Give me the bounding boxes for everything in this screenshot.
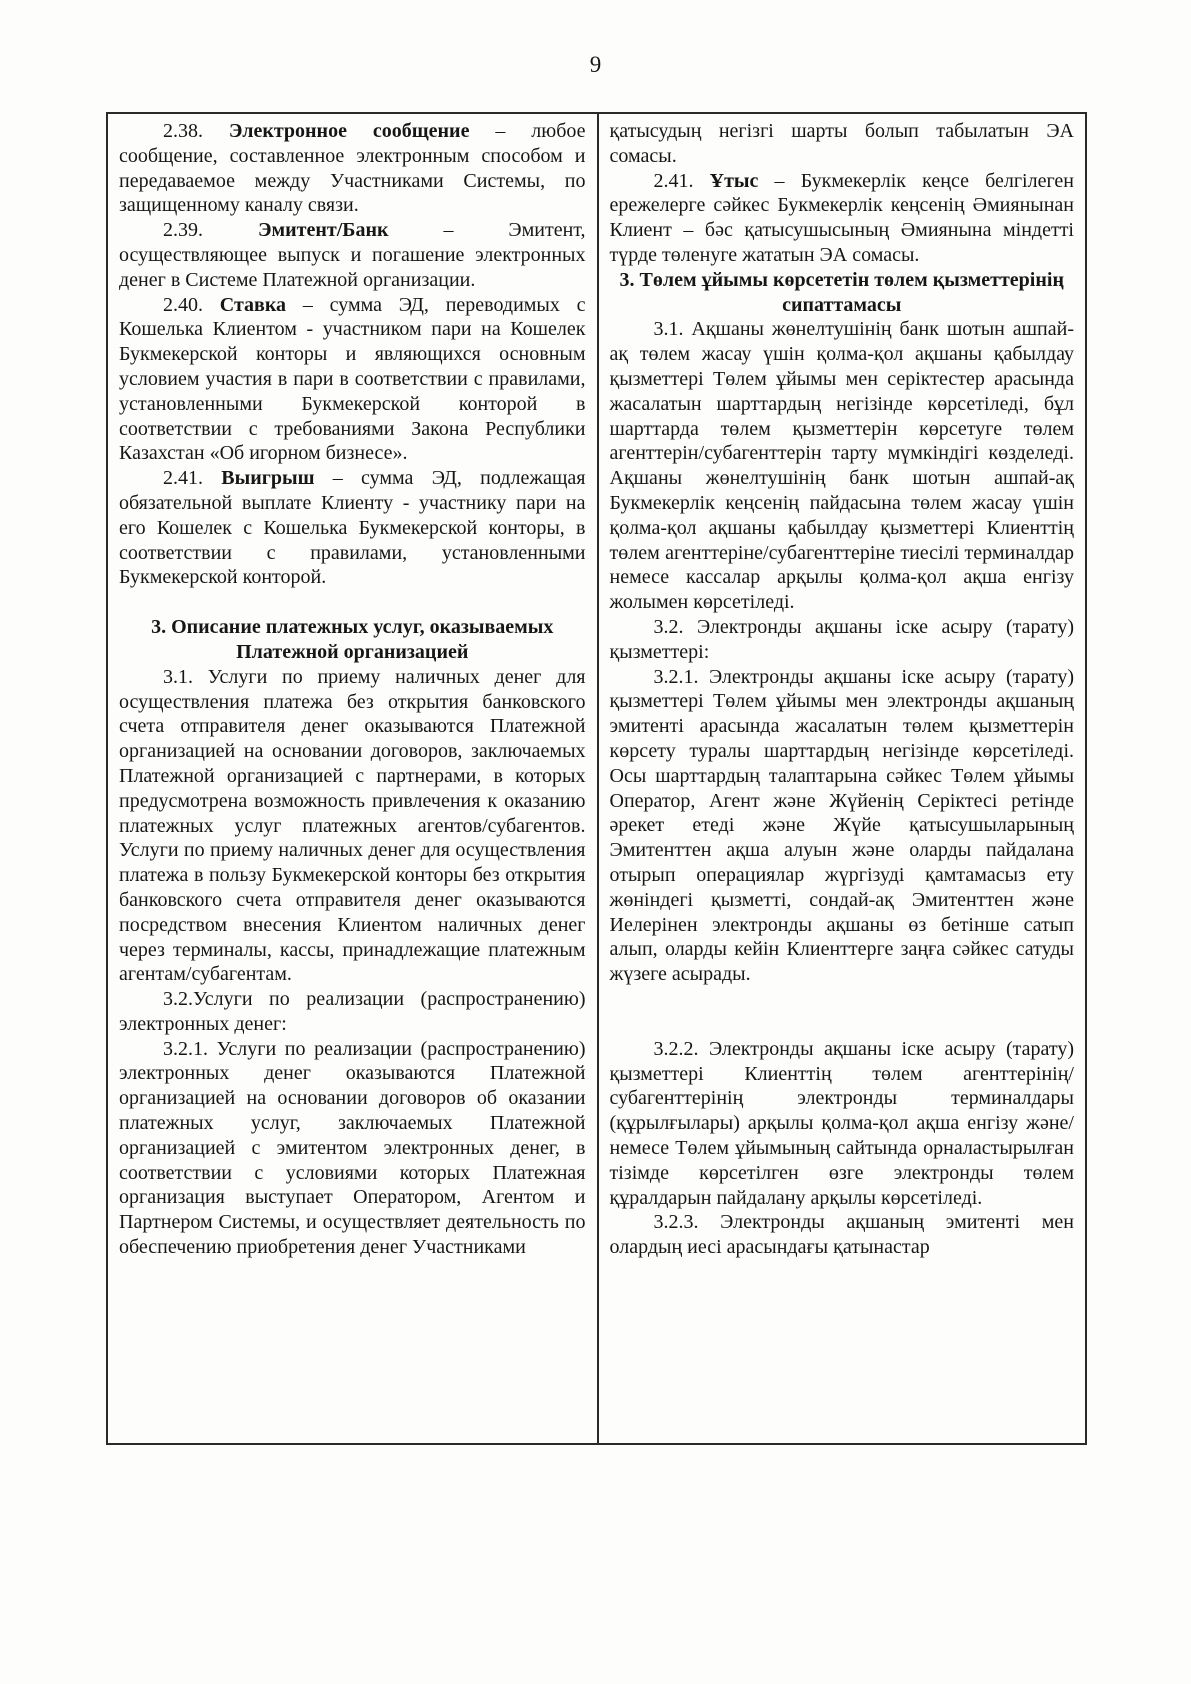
paragraph xyxy=(119,119,586,218)
text-run: 2.38. xyxy=(163,120,229,142)
text-run: 3.2.2. Электронды ақшаны іске асыру (тарату) қызметтері Клиенттің төлем агенттерінің/субагенттерінің электронды терминалдары (құрылғылары) арқылы қолма-қол ақша енгізу және/немесе Төлем ұйымының сайтында орналастырылған тізімде көрсетілген өзге электронды төлем құралдарын пайдалану арқылы көрсетіледі. xyxy=(609,1037,1074,1209)
text-run: 3.2. Электронды ақшаны іске асыру (тарату) қызметтері: xyxy=(609,615,1074,663)
text-run: 3.2.3. Электронды ақшаның эмитенті мен олардың иесі арасындағы қатынастар xyxy=(609,1211,1074,1259)
text-run: 3.1. Ақшаны жөнелтушінің банк шотын ашпай-ақ төлем жасау үшін қолма-қол ақшаны қабылдау қызметтері Төлем ұйымы мен серіктестер арасында жасалатын шарттардың негізінде көрсетіледі, бұл шарттарда төлем қызметтерін көрсетуге төлем агенттерін/субагенттерін тарту мүмкіндігі көзделеді. Ақшаны жөнелтушінің банк шотын ашпай-ақ Букмекерлік кеңсенің пайдасына төлем жасау үшін қолма-қол ақшаны қабылдау қызметтері Клиенттің төлем агенттеріне/субагенттеріне тиесілі терминалдар немесе кассалар арқылы қолма-қол ақша енгізу жолымен көрсетіледі. xyxy=(609,318,1074,614)
text-run: 3.2.1. Услуги по реализации (распространению) электронных денег оказываются Платежной организацией на основании договоров об оказании платежных услуг, заключаемых Платежной организацией с эмитентом электронных денег, в соответствии с условиями которых Платежная организация выступает Оператором, Агентом и Партнером Системы, и осуществляет деятельность по обеспечению приобретения денег Участниками xyxy=(119,1037,586,1259)
bold-text-run: Эмитент/Банк xyxy=(257,219,389,242)
text-run: 3.2.Услуги по реализации (распространению) электронных денег: xyxy=(119,988,586,1035)
text-run: – любое сообщение, составленное электронным способом и передаваемое между Участниками Системы, по защищенному каналу связи. xyxy=(119,120,586,217)
text-run: 2.41. xyxy=(163,467,222,490)
text-run: – Букмекерлік кеңсе белгілеген ережелерге сәйкес Букмекерлік кеңсенің Әмиянынан Клиент – бәс қатысушысының Әмиянына міндетті түрде төленуге жататын ЭА сомасы. xyxy=(609,169,1074,266)
paragraph xyxy=(610,665,1075,987)
paragraph xyxy=(610,317,1075,615)
text-run: 2.40. xyxy=(163,293,220,316)
bold-text-run: Электронное сообщение xyxy=(228,120,470,142)
text-run: – Эмитент, осуществляющее выпуск и погашение электронных денег в Системе Платежной организации. xyxy=(119,219,586,291)
bold-text-run: Ставка xyxy=(219,293,287,316)
section-heading: 3. Описание платежных услуг, оказываемых Платежной организацией xyxy=(151,616,554,663)
paragraph xyxy=(610,615,1075,665)
paragraph xyxy=(610,119,1075,169)
column-spacer xyxy=(610,987,1075,1037)
text-run: – сумма ЭД, подлежащая обязательной выплате Клиенту - участнику пари на его Кошелек с Кошелька Букмекерской конторы, в соответствии с правилами, установленными Букмекерской конторой. xyxy=(119,467,586,589)
paragraph xyxy=(610,169,1075,268)
right-column xyxy=(597,114,1086,1443)
page-number: 9 xyxy=(589,52,602,77)
paragraph xyxy=(119,466,586,590)
text-run: 2.39. xyxy=(163,219,258,242)
text-run: 2.41. xyxy=(653,169,710,192)
paragraph xyxy=(610,1210,1075,1260)
text-run: қатысудың негізгі шарты болып табылатын ЭА сомасы. xyxy=(609,120,1074,167)
paragraph xyxy=(119,987,586,1037)
paragraph xyxy=(119,293,586,467)
paragraph xyxy=(119,665,586,987)
text-run: 3.2.1. Электронды ақшаны іске асыру (тарату) қызметтері Төлем ұйымы мен электронды ақшаның эмитенті арасында жасалатын төлем қызметтерін көрсету туралы шарттардың негізінде көрсетіледі. Осы шарттардың талаптарына сәйкес Төлем ұйымы Оператор, Агент және Жүйенің Серіктесі ретінде әрекет етеді және Жүйе қатысушыларының Эмитенттен ақша алуын және оларды пайдалана отырып операциялар жүргізуді қамтамасыз ету жөніндегі қызметті, сондай-ақ Эмитенттен және Иелерінен электронды ақшаны өз бетінше сатып алып, оларды кейін Клиенттерге заңға сәйкес сатуды жүзеге асырады. xyxy=(609,665,1074,986)
paragraph xyxy=(610,1037,1075,1211)
paragraph xyxy=(119,1037,586,1260)
bold-text-run: Выигрыш xyxy=(221,467,315,490)
paragraph xyxy=(119,218,586,292)
text-run: – сумма ЭД, переводимых с Кошелька Клиентом - участником пари на Кошелек Букмекерской конторы и являющихся основным условием участия в пари в соответствии с правилами, установленными Букмекерской конторой в соответствии с требованиями Закона Республики Казахстан «Об игорном бизнесе». xyxy=(119,293,586,465)
bold-text-run: Ұтыс xyxy=(709,169,759,192)
document-body xyxy=(106,112,1087,1445)
left-column xyxy=(108,114,597,1443)
section-heading: 3. Төлем ұйымы көрсететін төлем қызметтерінің сипаттамасы xyxy=(619,268,1064,316)
text-run: 3.1. Услуги по приему наличных денег для осуществления платежа без открытия банковского счета отправителя денег оказываются Платежной организацией на основании договоров, заключаемых Платежной организацией с партнерами, в которых предусмотрена возможность привлечения к оказанию платежных услуг платежных агентов/субагентов. Услуги по приему наличных денег для осуществления платежа в пользу Букмекерской конторы без открытия банковского счета отправителя денег оказываются посредством внесения Клиентом наличных денег через терминалы, кассы, принадлежащие платежным агентам/субагентам. xyxy=(119,665,586,986)
